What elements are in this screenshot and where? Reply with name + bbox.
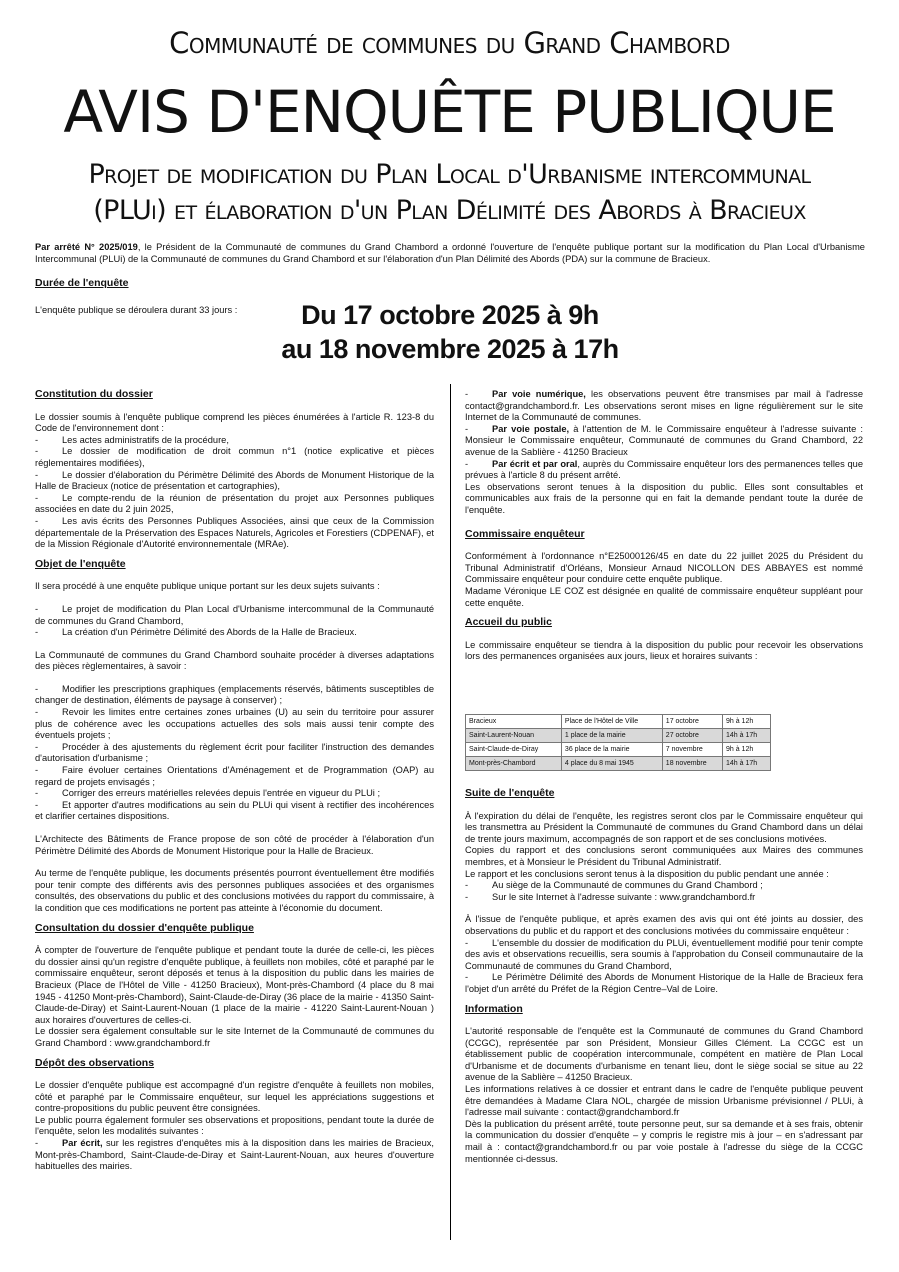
table-cell: 9h à 12h	[722, 743, 770, 757]
suite-title: Suite de l'enquête	[465, 787, 555, 799]
constitution-list	[35, 435, 434, 551]
list-item	[35, 446, 434, 469]
bullet-dash: -	[35, 788, 39, 799]
voie-postale: - Par voie postale, à l'attention de M. le Commissaire enquêteur à l'adresse suivante : Monsieur le Commissaire enquêteur, Communauté de communes du Grand Chambord, 22 avenue de la Sablière - 41250 Bracieux	[465, 423, 863, 457]
table-cell: Saint-Laurent-Nouan	[466, 729, 562, 743]
depot-p1: Le dossier d'enquête publique est accompagné d'un registre d'enquête à feuillets non mobiles, côté et paraphé par le Commissaire enquêteur, sur lequel les appréciations suggestions et contre-propositions du public peuvent être consignées.	[35, 1080, 434, 1114]
intro-bold: Par arrêté N° 2025/019	[35, 242, 138, 252]
list-item-text: Revoir les limites entre certaines zones urbaines (U) au sein du territoire pour assurer plus de cohérence avec les occupations actuelles des sols mais aussi tenir compte des éventuels projets ;	[35, 707, 434, 741]
table-cell: 27 octobre	[662, 729, 722, 743]
list-item	[35, 604, 434, 627]
bullet-dash: -	[35, 683, 39, 694]
list-item	[465, 892, 863, 904]
list-item	[35, 627, 434, 639]
ecrit-oral: - Par écrit et par oral, auprès du Commissaire enquêteur lors des permanences telles que prévues à l'article 8 du présent arrêté.	[465, 458, 863, 481]
objet-list2	[35, 684, 434, 823]
date-line2: au 18 novembre 2025 à 17h	[281, 334, 619, 364]
list-item-text: Sur le site Internet à l'adresse suivante : www.grandchambord.fr	[492, 891, 756, 902]
accueil-p: Le commissaire enquêteur se tiendra à la disposition du public pour recevoir les observations lors des permanences organisées aux jours, lieux et horaires suivants :	[465, 639, 863, 662]
column-divider	[450, 384, 451, 1240]
objet-list	[35, 604, 434, 639]
list-item	[35, 765, 434, 788]
intro-paragraph	[35, 241, 865, 265]
list-item-text: Les actes administratifs de la procédure,	[62, 434, 229, 445]
table-row	[466, 757, 771, 771]
list-item-text: Le Périmètre Délimité des Abords de Monument Historique de la Halle de Bracieux fera l'objet d'un arrêté du Préfet de la Région Centre–Val de Loire.	[465, 972, 863, 994]
objet-intro: Il sera procédé à une enquête publique unique portant sur les deux sujets suivants :	[35, 581, 380, 592]
table-cell: 1 place de la mairie	[561, 729, 662, 743]
depot-p3-text: sur les registres d'enquêtes mis à la disposition dans les mairies de Bracieux, Mont-près-Chambord, Saint-Claude-de-Diray et Saint-Laurent-Nouan, aux heures d'ouverture habituelles des mairies.	[35, 1138, 434, 1172]
objet-p2: La Communauté de communes du Grand Chambord souhaite procéder à diverses adaptations des pièces règlementaires, à savoir :	[35, 649, 434, 672]
subtitle-line2: (PLUi) et élaboration d'un Plan Délimité des Abords à Bracieux	[93, 195, 806, 226]
list-item-text: Les avis écrits des Personnes Publiques Associées, ainsi que ceux de la Commission départementale de la Préservation des Espaces Naturels, Agricoles et Forestiers (CDPENAF), et de la Mission Régionale d'Autorité environnementale (MRAe).	[35, 515, 434, 550]
info-title: Information	[465, 1002, 523, 1015]
list-item-text: La création d'un Périmètre Délimité des Abords de la Halle de Bracieux.	[62, 627, 357, 638]
bullet-dash: -	[465, 891, 469, 902]
info-p3: Dès la publication du présent arrêté, toute personne peut, sur sa demande et à ses frais, obtenir la communication du dossier d'enquête – y compris le registre mis à jour – en s'adressant par mail à : contact@grandchambord.fr ou par voie postale à l'adresse du siège de la CCGC mentionnée ci-dessus.	[465, 1118, 863, 1164]
postale-text: à l'attention de M. le Commissaire enquêteur à l'adresse suivante : Monsieur le Commissaire enquêteur, Communauté de communes du Grand Chambord, 22 avenue de la Sablière - 41250 Bracieux	[465, 423, 863, 457]
page-title: AVIS D'ENQUÊTE PUBLIQUE	[63, 78, 836, 146]
consultation-title: Consultation du dossier d'enquête publique	[35, 921, 254, 934]
oral-text: , auprès du Commissaire enquêteur lors des permanences telles que prévues à l'article 8 du présent arrêté.	[465, 458, 863, 481]
suite-p2: Copies du rapport et des conclusions seront communiquées aux Maires des communes membres, et à Monsieur le Président du Tribunal Administratif.	[465, 845, 863, 867]
organization-name: Communauté de communes du Grand Chambord	[169, 26, 730, 60]
table-row	[466, 715, 771, 729]
table-cell: 4 place du 8 mai 1945	[561, 757, 662, 771]
list-item	[465, 938, 863, 973]
table-cell: Place de l'Hôtel de Ville	[561, 715, 662, 729]
table-cell: 17 octobre	[662, 715, 722, 729]
bullet-dash: -	[35, 446, 39, 457]
list-item	[35, 516, 434, 551]
commissaire-title: Commissaire enquêteur	[465, 527, 585, 540]
right-column-bottom	[465, 788, 863, 1165]
list-item-text: Le dossier d'élaboration du Périmètre Délimité des Abords de Monument Historique de la Halle de Bracieux (notice de présentation et cartographies),	[35, 469, 434, 492]
table-row	[466, 729, 771, 743]
list-item-text: Et apporter d'autres modifications au sein du PLUi qui visent à rectifier des incohérences et clarifier certaines dispositions.	[35, 799, 434, 822]
list-item	[35, 707, 434, 742]
list-item	[35, 493, 434, 516]
consultation-p2: Le dossier sera également consultable sur le site Internet de la Communauté de communes du Grand Chambord : www.grandchambord.fr	[35, 1026, 434, 1048]
duree-title: Durée de l'enquête	[35, 277, 129, 289]
bullet-dash: -	[35, 434, 39, 445]
list-item-text: Corriger des erreurs matérielles relevées depuis l'entrée en vigueur du PLUi ;	[62, 788, 381, 799]
constitution-intro: Le dossier soumis à l'enquête publique comprend les pièces énumérées à l'article R. 123-8 du Code de l'environnement dont :	[35, 411, 434, 434]
depot-title: Dépôt des observations	[35, 1056, 155, 1069]
list-item-text: Le compte-rendu de la réunion de présentation du projet aux Personnes publiques associées en date du 2 juin 2025,	[35, 492, 434, 515]
list-item-text: Au siège de la Communauté de communes du Grand Chambord ;	[492, 880, 763, 891]
table-cell: 14h à 17h	[722, 757, 770, 771]
list-item	[35, 435, 434, 447]
right-column	[465, 389, 863, 663]
table-cell: 9h à 12h	[722, 715, 770, 729]
accueil-title: Accueil du public	[465, 616, 552, 629]
table-row	[466, 743, 771, 757]
constitution-title: Constitution du dossier	[35, 388, 153, 400]
bullet-dash: -	[35, 515, 39, 526]
list-item	[465, 880, 863, 892]
num-text: les observations peuvent être transmises par mail à l'adresse contact@grandchambord.fr. Les observations seront mises en ligne régulièrement sur le site Internet de la Communauté de communes.	[465, 389, 863, 423]
left-column	[35, 389, 434, 1173]
table-cell: 14h à 17h	[722, 729, 770, 743]
list-item	[35, 470, 434, 493]
list-item-text: L'ensemble du dossier de modification du PLUi, éventuellement modifié pour tenir compte des avis et observations recueillis, sera soumis à l'approbation du Conseil communautaire de la Communauté de communes du Grand Chambord,	[465, 937, 863, 971]
bullet-dash: -	[465, 972, 469, 983]
list-item-text: Le projet de modification du Plan Local d'Urbanisme intercommunal de la Communauté de communes du Grand Chambord,	[35, 603, 434, 626]
list-item-text: Le dossier de modification de droit commun n°1 (notice explicative et pièces réglementaires modifiées),	[35, 446, 434, 468]
list-item-text: Faire évoluer certaines Orientations d'Aménagement et de Programmation (OAP) au regard de projets envisagés ;	[35, 765, 434, 787]
depot-p3-bold: Par écrit,	[62, 1138, 103, 1149]
bullet-dash: -	[35, 469, 39, 480]
observations-p: Les observations seront tenues à la disposition du public. Elles sont consultables et communicables aux frais de la personne qui en fait la demande pendant toute la durée de l'enquête.	[465, 481, 863, 515]
objet-p3: L'Architecte des Bâtiments de France propose de son côté de procéder à l'élaboration d'un Périmètre Délimité des Abords de Monument Historique pour la Halle de Bracieux.	[35, 834, 434, 856]
info-p2: Les informations relatives à ce dossier et entrant dans le cadre de l'enquête publique peuvent être demandées à Madame Clara NOL, chargée de mission Urbanisme prévisionnel / PLUi, à l'adresse mail suivante : contact@grandchambord.fr	[465, 1084, 863, 1118]
table-cell: 7 novembre	[662, 743, 722, 757]
date-line1: Du 17 octobre 2025 à 9h	[301, 300, 599, 330]
objet-title: Objet de l'enquête	[35, 557, 126, 570]
bullet-dash: -	[35, 741, 39, 752]
bullet-dash: -	[465, 937, 469, 948]
list-item	[465, 972, 863, 995]
postale-bold: Par voie postale,	[492, 423, 570, 434]
suite-p1: À l'expiration du délai de l'enquête, les registres seront clos par le Commissaire enquêteur qui les transmettra au Président la Communauté de communes du Grand Chambord dans un délai de trente jours maximum, accompagnés de son rapport et de ses conclusions motivées.	[465, 810, 863, 844]
oral-bold: Par écrit et par oral	[492, 458, 578, 469]
list-item-text: Procéder à des ajustements du règlement écrit pour faciliter l'instruction des demandes d'autorisation d'urbanisme ;	[35, 741, 434, 764]
duree-text: L'enquête publique se déroulera durant 33 jours :	[35, 305, 238, 315]
list-item	[35, 800, 434, 823]
bullet-dash: -	[35, 707, 39, 718]
bullet-dash: -	[35, 799, 39, 810]
table-cell: Mont-près-Chambord	[466, 757, 562, 771]
subtitle-line1: Projet de modification du Plan Local d'Urbanisme intercommunal	[88, 159, 811, 190]
depot-p3: - Par écrit, sur les registres d'enquêtes mis à la disposition dans les mairies de Bracieux, Mont-près-Chambord, Saint-Claude-de-Diray et Saint-Laurent-Nouan, aux heures d'ouverture habituelles des mairies.	[35, 1138, 434, 1172]
suite-p4: À l'issue de l'enquête publique, et après examen des avis qui ont été joints au dossier, des observations du public et du rapport et des conclusions motivées du commissaire enquêteur :	[465, 914, 863, 936]
suite-list2	[465, 938, 863, 996]
depot-p2: Le public pourra également formuler ses observations et propositions, pendant toute la durée de l'enquête, selon les modalités suivantes :	[35, 1114, 434, 1137]
consultation-p1: À compter de l'ouverture de l'enquête publique et pendant toute la durée de celle-ci, les pièces du dossier ainsi qu'un registre d'enquête publique, à feuillets non mobiles, côté et paraphé par le commissaire enquêteur, seront déposés et tenus à la disposition du public dans les mairies de Bracieux (Place de l'Hôtel de Ville - 41250 Bracieux), Mont-près-Chambord (4 place du 8 mai 1945 - 41250 Mont-près-Chambord), Saint-Claude-de-Diray (36 place de la mairie - 41350 Saint-Claude-de-Diray) et Saint-Laurent-Nouan (1 place de la mairie - 41220 Saint-Laurent-Nouan ) aux horaires d'ouvertures de celles-ci.	[35, 945, 434, 1025]
bullet-dash: -	[35, 603, 39, 614]
info-p1: L'autorité responsable de l'enquête est la Communauté de communes du Grand Chambord (CCGC), représentée par son Président, Monsieur Gilles Clément. La CCGC est un établissement public de coopération intercommunale, compétent en matière de Plan Local d'Urbanisme et de documents d'urbanisme en tenant lieu, dont le siège social se situe au 22 avenue de la Sablière – 41250 Bracieux.	[465, 1026, 863, 1083]
list-item	[35, 742, 434, 765]
bullet-dash: -	[35, 627, 39, 638]
permanences-table	[465, 714, 771, 771]
num-bold: Par voie numérique,	[492, 389, 586, 399]
table-cell: 36 place de la mairie	[561, 743, 662, 757]
commissaire-p2: Madame Véronique LE COZ est désignée en qualité de commissaire enquêteur suppléant pour cette enquête.	[465, 585, 863, 608]
bullet-dash: -	[35, 765, 39, 776]
suite-list	[465, 880, 863, 903]
table-cell: Saint-Claude-de-Diray	[466, 743, 562, 757]
list-item-text: Modifier les prescriptions graphiques (emplacements réservés, bâtiments susceptibles de changer de destination, éléments de paysage à conserver) ;	[35, 683, 434, 706]
table-cell: 18 novembre	[662, 757, 722, 771]
commissaire-p1: Conformément à l'ordonnance n°E25000126/45 en date du 22 juillet 2025 du Président du Tribunal Administratif d'Orléans, Monsieur Arnaud NICOLLON DES ABBAYES est nommé Commissaire enquêteur pour conduire cette enquête publique.	[465, 551, 863, 585]
list-item	[35, 684, 434, 707]
enquete-dates	[260, 298, 640, 366]
bullet-dash: -	[465, 880, 469, 891]
suite-p3: Le rapport et les conclusions seront tenus à la disposition du public pendant une année :	[465, 868, 829, 879]
list-item	[35, 788, 434, 800]
objet-p4: Au terme de l'enquête publique, les documents présentés pourront éventuellement être modifiés pour tenir compte des différents avis des personnes publiques associées et des organismes consultés, des observations du public et des conclusions motivées du rapport du commissaire, à la condition que ces modifications ne portent pas atteinte à l'économie du document.	[35, 868, 434, 913]
voie-numerique: - Par voie numérique, les observations peuvent être transmises par mail à l'adresse contact@grandchambord.fr. Les observations seront mises en ligne régulièrement sur le site Internet de la Communauté de communes.	[465, 389, 863, 423]
table-cell: Bracieux	[466, 715, 562, 729]
intro-text: , le Président de la Communauté de communes du Grand Chambord a ordonné l'ouverture de l'enquête publique portant sur la modification du Plan Local d'Urbanisme Intercommunal (PLUi) de la Communauté de communes du Grand Chambord et sur l'élaboration d'un Plan Délimité des Abords (PDA) sur la commune de Bracieux.	[35, 242, 865, 264]
bullet-dash: -	[35, 492, 39, 503]
